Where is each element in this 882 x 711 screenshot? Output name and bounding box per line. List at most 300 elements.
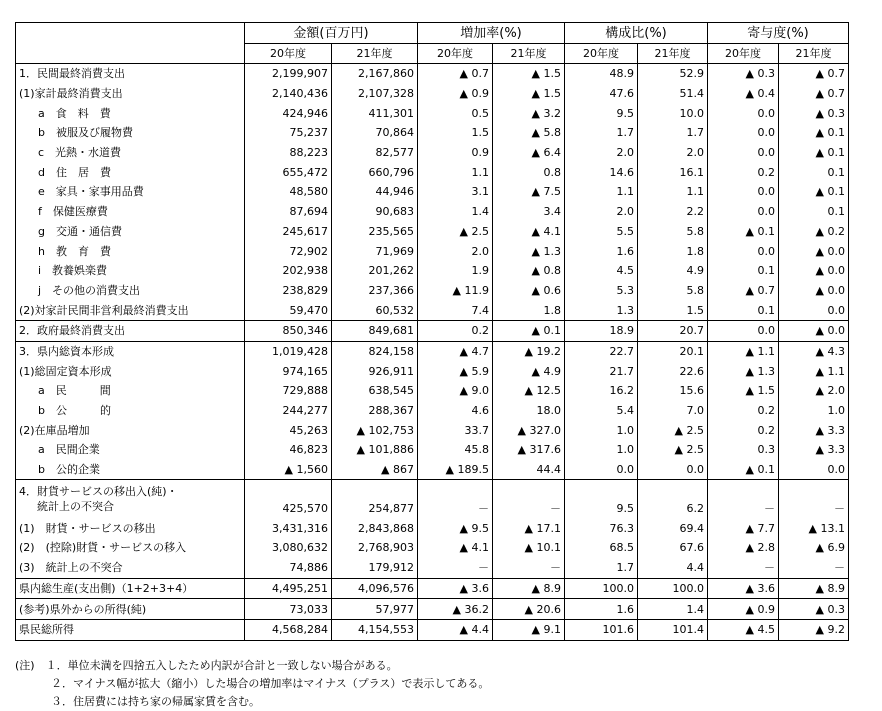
value-cell: ▲ 0.0	[779, 241, 849, 261]
value-cell: ▲ 1.3	[708, 361, 779, 381]
value-cell: 14.6	[565, 162, 638, 182]
value-cell: 45,263	[245, 420, 332, 440]
value-cell: ▲ 1.3	[493, 241, 565, 261]
value-cell: 100.0	[565, 578, 638, 599]
header-year: 20年度	[418, 44, 493, 64]
value-cell: 16.2	[565, 381, 638, 401]
value-cell: 4.6	[418, 401, 493, 421]
value-cell: 21.7	[565, 361, 638, 381]
row-label-text: c 光熱・水道費	[38, 146, 122, 160]
value-cell: 1.3	[565, 300, 638, 320]
value-cell: ▲ 0.1	[779, 143, 849, 163]
value-cell: 20.1	[638, 341, 708, 361]
value-cell: 2,107,328	[332, 84, 418, 104]
table-row	[16, 143, 849, 163]
header-year: 20年度	[245, 44, 332, 64]
value-cell: ▲ 3.2	[493, 103, 565, 123]
value-cell: ▲ 0.3	[779, 599, 849, 620]
value-cell: 425,570	[245, 480, 332, 519]
value-cell: ▲ 0.7	[708, 281, 779, 301]
value-cell: 0.9	[418, 143, 493, 163]
value-cell: ▲ 10.1	[493, 538, 565, 558]
value-cell: 0.0	[708, 123, 779, 143]
value-cell: 0.0	[708, 182, 779, 202]
value-cell: 1.6	[565, 241, 638, 261]
table-row	[16, 162, 849, 182]
value-cell: 202,938	[245, 261, 332, 281]
value-cell: ▲ 0.0	[779, 320, 849, 341]
row-label	[16, 420, 245, 440]
value-cell: 0.2	[708, 420, 779, 440]
value-cell: 5.8	[638, 281, 708, 301]
value-cell: 1,019,428	[245, 341, 332, 361]
value-cell: 44.4	[493, 460, 565, 480]
row-label	[16, 480, 245, 519]
value-cell: 73,033	[245, 599, 332, 620]
value-cell: 16.1	[638, 162, 708, 182]
row-label-text: f 保健医療費	[38, 205, 108, 219]
value-cell: －	[418, 480, 493, 519]
footnote-3	[15, 693, 489, 711]
value-cell: 2.0	[418, 241, 493, 261]
value-cell: ▲ 0.0	[779, 261, 849, 281]
row-label-text: j その他の消費支出	[38, 283, 141, 297]
value-cell: 0.8	[493, 162, 565, 182]
table-row	[16, 182, 849, 202]
value-cell: 0.1	[779, 162, 849, 182]
value-cell: ▲ 2.5	[638, 420, 708, 440]
value-cell: 244,277	[245, 401, 332, 421]
footnotes	[15, 657, 489, 711]
row-label	[16, 619, 245, 640]
value-cell: 5.4	[565, 401, 638, 421]
table-row	[16, 300, 849, 320]
value-cell: 4.4	[638, 558, 708, 578]
value-cell: ▲ 0.1	[779, 123, 849, 143]
row-label-text: (2) (控除)財貨・サービスの移入	[19, 541, 187, 555]
value-cell: 2,199,907	[245, 64, 332, 84]
value-cell: ▲ 2.0	[779, 381, 849, 401]
value-cell: ▲ 2.5	[638, 440, 708, 460]
row-label-text: a 民間企業	[38, 443, 100, 457]
value-cell: 1.4	[638, 599, 708, 620]
value-cell: 1.5	[638, 300, 708, 320]
value-cell: 3.1	[418, 182, 493, 202]
gdp-expenditure-table-wrapper	[15, 22, 849, 641]
table-row	[16, 281, 849, 301]
row-label-text: (参考)県外からの所得(純)	[19, 602, 147, 616]
value-cell: ▲ 4.9	[493, 361, 565, 381]
value-cell: 60,532	[332, 300, 418, 320]
value-cell: 48.9	[565, 64, 638, 84]
row-label-text: (3) 統計上の不突合	[19, 561, 123, 575]
header-label-cell-2	[16, 44, 245, 64]
row-label-text: 県内総生産(支出側)（1+2+3+4）	[19, 581, 194, 595]
value-cell: 3,431,316	[245, 518, 332, 538]
row-label	[16, 202, 245, 222]
value-cell: ▲ 9.2	[779, 619, 849, 640]
row-label-text: a 民 間	[38, 384, 111, 398]
value-cell: 20.7	[638, 320, 708, 341]
value-cell: ▲ 0.9	[708, 599, 779, 620]
row-label	[16, 538, 245, 558]
value-cell: 655,472	[245, 162, 332, 182]
value-cell: ▲ 1.5	[708, 381, 779, 401]
row-label	[16, 241, 245, 261]
value-cell: 0.0	[708, 143, 779, 163]
value-cell: 0.2	[708, 162, 779, 182]
value-cell: ▲ 9.5	[418, 518, 493, 538]
value-cell: 4,096,576	[332, 578, 418, 599]
table-row	[16, 381, 849, 401]
value-cell: 235,565	[332, 222, 418, 242]
value-cell: 90,683	[332, 202, 418, 222]
value-cell: ▲ 2.8	[708, 538, 779, 558]
value-cell: 87,694	[245, 202, 332, 222]
row-label-text: 4．財貨サービスの移出入(純)・	[19, 485, 178, 499]
table-row	[16, 241, 849, 261]
table-row	[16, 420, 849, 440]
value-cell: 1.1	[565, 182, 638, 202]
value-cell: ▲ 102,753	[332, 420, 418, 440]
footnote-text: １．単位未満を四捨五入したため内訳が合計と一致しない場合がある。	[45, 659, 398, 672]
value-cell: 4,495,251	[245, 578, 332, 599]
header-row-years	[16, 44, 849, 64]
value-cell: －	[493, 480, 565, 519]
table-row	[16, 64, 849, 84]
value-cell: 47.6	[565, 84, 638, 104]
value-cell: ▲ 0.1	[493, 320, 565, 341]
value-cell: 850,346	[245, 320, 332, 341]
value-cell: 1.4	[418, 202, 493, 222]
value-cell: ▲ 327.0	[493, 420, 565, 440]
value-cell: 0.2	[708, 401, 779, 421]
row-label-text: 2．政府最終消費支出	[19, 324, 125, 338]
row-label	[16, 518, 245, 538]
value-cell: －	[779, 558, 849, 578]
header-amount: 金額(百万円)	[245, 23, 418, 44]
value-cell: 101.4	[638, 619, 708, 640]
row-label	[16, 401, 245, 421]
value-cell: 2,843,868	[332, 518, 418, 538]
row-label	[16, 578, 245, 599]
row-label	[16, 261, 245, 281]
value-cell: 10.0	[638, 103, 708, 123]
value-cell: 68.5	[565, 538, 638, 558]
value-cell: 0.1	[779, 202, 849, 222]
value-cell: －	[493, 558, 565, 578]
value-cell: 1.9	[418, 261, 493, 281]
value-cell: ▲ 0.1	[779, 182, 849, 202]
row-label	[16, 123, 245, 143]
row-label	[16, 320, 245, 341]
header-year: 21年度	[493, 44, 565, 64]
value-cell: ▲ 867	[332, 460, 418, 480]
value-cell: 424,946	[245, 103, 332, 123]
value-cell: ▲ 8.9	[493, 578, 565, 599]
value-cell: ▲ 0.3	[708, 64, 779, 84]
value-cell: 2,140,436	[245, 84, 332, 104]
value-cell: 7.0	[638, 401, 708, 421]
value-cell: ▲ 7.5	[493, 182, 565, 202]
value-cell: ▲ 0.8	[493, 261, 565, 281]
value-cell: 179,912	[332, 558, 418, 578]
row-label-text: (2)在庫品増加	[19, 423, 90, 437]
value-cell: 59,470	[245, 300, 332, 320]
footnote-text: ２．マイナス幅が拡大（縮小）した場合の増加率はマイナス（プラス）で表示してある。	[51, 677, 490, 690]
table-row	[16, 538, 849, 558]
value-cell: 5.8	[638, 222, 708, 242]
value-cell: 0.2	[418, 320, 493, 341]
value-cell: 2.2	[638, 202, 708, 222]
value-cell: ▲ 6.4	[493, 143, 565, 163]
value-cell: ▲ 8.9	[779, 578, 849, 599]
value-cell: ▲ 0.1	[708, 222, 779, 242]
value-cell: ▲ 2.5	[418, 222, 493, 242]
row-label	[16, 103, 245, 123]
value-cell: 18.9	[565, 320, 638, 341]
value-cell: 0.1	[708, 261, 779, 281]
value-cell: 2.0	[638, 143, 708, 163]
value-cell: ▲ 0.2	[779, 222, 849, 242]
row-label-text: a 食 料 費	[38, 106, 111, 120]
footnote-prefix: (注)	[15, 659, 35, 672]
row-label-text: i 教養娯楽費	[38, 264, 108, 278]
value-cell: ▲ 1.1	[779, 361, 849, 381]
row-label-text: h 教 育 費	[38, 244, 111, 258]
value-cell: ▲ 19.2	[493, 341, 565, 361]
value-cell: 0.0	[565, 460, 638, 480]
value-cell: 33.7	[418, 420, 493, 440]
value-cell: ▲ 5.8	[493, 123, 565, 143]
value-cell: ▲ 7.7	[708, 518, 779, 538]
value-cell: 1.5	[418, 123, 493, 143]
table-row	[16, 84, 849, 104]
value-cell: 74,886	[245, 558, 332, 578]
row-label-text: g 交通・通信費	[38, 224, 122, 238]
value-cell: 2,768,903	[332, 538, 418, 558]
value-cell: ▲ 4.5	[708, 619, 779, 640]
value-cell: 0.0	[708, 241, 779, 261]
value-cell: 22.6	[638, 361, 708, 381]
value-cell: ▲ 0.4	[708, 84, 779, 104]
table-row	[16, 558, 849, 578]
row-label-text: b 公 的	[38, 404, 111, 418]
value-cell: 245,617	[245, 222, 332, 242]
row-label	[16, 222, 245, 242]
value-cell: 9.5	[565, 103, 638, 123]
row-label-text: (1)総固定資本形成	[19, 364, 112, 378]
value-cell: ▲ 1.1	[708, 341, 779, 361]
value-cell: ▲ 4.1	[418, 538, 493, 558]
value-cell: 48,580	[245, 182, 332, 202]
value-cell: 88,223	[245, 143, 332, 163]
value-cell: ▲ 20.6	[493, 599, 565, 620]
value-cell: ▲ 12.5	[493, 381, 565, 401]
row-label-text: 3．県内総資本形成	[19, 344, 114, 358]
table-row	[16, 518, 849, 538]
row-label-text: (2)対家計民間非営利最終消費支出	[19, 303, 189, 317]
value-cell: －	[418, 558, 493, 578]
value-cell: 6.2	[638, 480, 708, 519]
value-cell: 411,301	[332, 103, 418, 123]
row-label	[16, 361, 245, 381]
value-cell: 18.0	[493, 401, 565, 421]
value-cell: 201,262	[332, 261, 418, 281]
table-row	[16, 222, 849, 242]
value-cell: ▲ 9.1	[493, 619, 565, 640]
value-cell: 0.0	[779, 460, 849, 480]
value-cell: 46,823	[245, 440, 332, 460]
table-row	[16, 261, 849, 281]
value-cell: 22.7	[565, 341, 638, 361]
table-row	[16, 401, 849, 421]
value-cell: －	[779, 480, 849, 519]
value-cell: 2.0	[565, 202, 638, 222]
value-cell: 849,681	[332, 320, 418, 341]
row-label-text: b 被服及び履物費	[38, 126, 133, 140]
value-cell: 4,154,553	[332, 619, 418, 640]
value-cell: 1.0	[779, 401, 849, 421]
value-cell: ▲ 1,560	[245, 460, 332, 480]
value-cell: 69.4	[638, 518, 708, 538]
value-cell: 238,829	[245, 281, 332, 301]
value-cell: 1.8	[493, 300, 565, 320]
value-cell: 0.0	[708, 320, 779, 341]
value-cell: ▲ 189.5	[418, 460, 493, 480]
row-label	[16, 182, 245, 202]
value-cell: 0.5	[418, 103, 493, 123]
table-row	[16, 440, 849, 460]
value-cell: 57,977	[332, 599, 418, 620]
value-cell: 0.0	[779, 300, 849, 320]
table-row	[16, 578, 849, 599]
value-cell: ▲ 101,886	[332, 440, 418, 460]
row-label	[16, 341, 245, 361]
table-row	[16, 460, 849, 480]
value-cell: 44,946	[332, 182, 418, 202]
row-label	[16, 162, 245, 182]
value-cell: ▲ 36.2	[418, 599, 493, 620]
value-cell: 7.4	[418, 300, 493, 320]
footnote-1	[15, 657, 489, 675]
value-cell: ▲ 0.9	[418, 84, 493, 104]
value-cell: 70,864	[332, 123, 418, 143]
value-cell: 1.1	[418, 162, 493, 182]
value-cell: ▲ 3.6	[418, 578, 493, 599]
value-cell: ▲ 0.3	[779, 103, 849, 123]
value-cell: 0.1	[708, 300, 779, 320]
value-cell: 1.7	[565, 123, 638, 143]
row-label-text: 1．民間最終消費支出	[19, 67, 125, 81]
value-cell: 288,367	[332, 401, 418, 421]
row-label-text: b 公的企業	[38, 463, 100, 477]
value-cell: ▲ 3.6	[708, 578, 779, 599]
row-label	[16, 558, 245, 578]
value-cell: 3.4	[493, 202, 565, 222]
row-label-text: (1)家計最終消費支出	[19, 87, 123, 101]
value-cell: ▲ 6.9	[779, 538, 849, 558]
value-cell: 254,877	[332, 480, 418, 519]
header-year: 21年度	[779, 44, 849, 64]
row-label	[16, 599, 245, 620]
value-cell: 51.4	[638, 84, 708, 104]
value-cell: 1.0	[565, 420, 638, 440]
row-label	[16, 381, 245, 401]
value-cell: ▲ 4.1	[493, 222, 565, 242]
value-cell: ▲ 0.7	[779, 64, 849, 84]
value-cell: ▲ 4.4	[418, 619, 493, 640]
value-cell: 100.0	[638, 578, 708, 599]
value-cell: ▲ 317.6	[493, 440, 565, 460]
footnote-2	[15, 675, 489, 693]
footnote-text: ３．住居費には持ち家の帰属家賃を含む。	[51, 695, 260, 708]
value-cell: 1.7	[638, 123, 708, 143]
header-label-cell	[16, 23, 245, 44]
value-cell: 824,158	[332, 341, 418, 361]
header-year: 20年度	[565, 44, 638, 64]
row-label-text: d 住 居 費	[38, 165, 111, 179]
value-cell: 3,080,632	[245, 538, 332, 558]
value-cell: 638,545	[332, 381, 418, 401]
table-row	[16, 361, 849, 381]
row-label	[16, 64, 245, 84]
value-cell: 15.6	[638, 381, 708, 401]
value-cell: ▲ 0.7	[779, 84, 849, 104]
value-cell: 52.9	[638, 64, 708, 84]
value-cell: ▲ 1.5	[493, 64, 565, 84]
value-cell: 45.8	[418, 440, 493, 460]
row-label	[16, 300, 245, 320]
row-label	[16, 281, 245, 301]
value-cell: 2.0	[565, 143, 638, 163]
row-label	[16, 84, 245, 104]
row-label	[16, 143, 245, 163]
value-cell: ▲ 5.9	[418, 361, 493, 381]
row-label	[16, 460, 245, 480]
row-label-text: (1) 財貨・サービスの移出	[19, 521, 156, 535]
value-cell: ▲ 11.9	[418, 281, 493, 301]
value-cell: ▲ 0.1	[708, 460, 779, 480]
header-contribution: 寄与度(%)	[708, 23, 849, 44]
value-cell: 76.3	[565, 518, 638, 538]
header-year: 21年度	[638, 44, 708, 64]
value-cell: －	[708, 558, 779, 578]
value-cell: 101.6	[565, 619, 638, 640]
table-row	[16, 341, 849, 361]
value-cell: 82,577	[332, 143, 418, 163]
value-cell: ▲ 4.3	[779, 341, 849, 361]
gdp-expenditure-table	[15, 22, 849, 641]
table-row	[16, 599, 849, 620]
value-cell: 974,165	[245, 361, 332, 381]
header-growth-rate: 増加率(%)	[418, 23, 565, 44]
value-cell: 72,902	[245, 241, 332, 261]
value-cell: ▲ 0.0	[779, 281, 849, 301]
table-row	[16, 480, 849, 519]
value-cell: 0.0	[708, 202, 779, 222]
value-cell: 2,167,860	[332, 64, 418, 84]
value-cell: 237,366	[332, 281, 418, 301]
table-row	[16, 202, 849, 222]
value-cell: ▲ 3.3	[779, 420, 849, 440]
value-cell: 1.6	[565, 599, 638, 620]
row-label	[16, 440, 245, 460]
value-cell: ▲ 0.7	[418, 64, 493, 84]
value-cell: ▲ 1.5	[493, 84, 565, 104]
table-row	[16, 320, 849, 341]
value-cell: 1.0	[565, 440, 638, 460]
